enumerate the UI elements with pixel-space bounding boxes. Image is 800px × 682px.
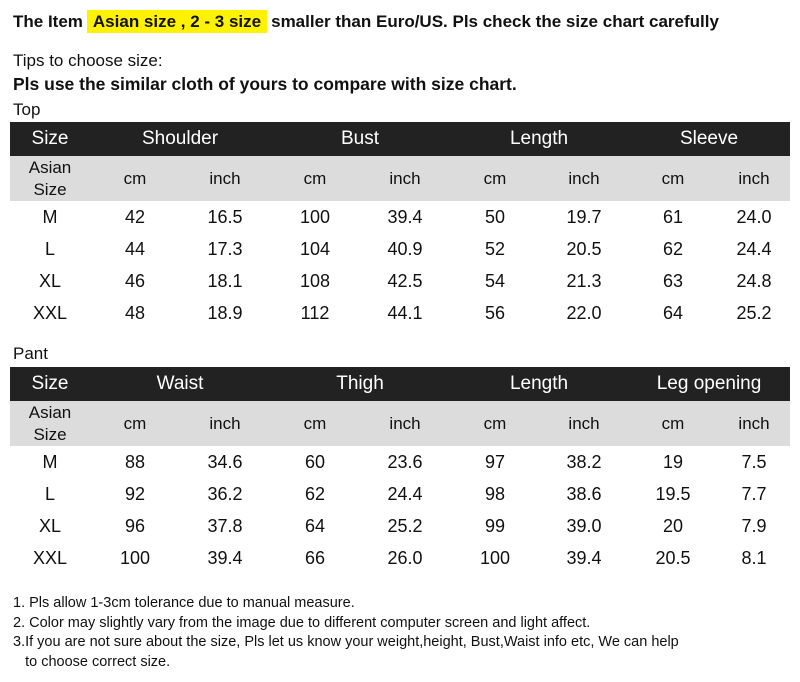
unit-cell: inch	[360, 156, 450, 201]
table-cell: 63	[662, 270, 684, 291]
table-row	[10, 297, 790, 329]
table-cell: 8.1	[741, 547, 767, 568]
table-cell: M	[42, 206, 58, 227]
table-cell: 44.1	[387, 302, 423, 323]
header-bust: Bust	[270, 122, 450, 156]
table-cell: 62	[662, 238, 684, 259]
unit-cell: cm	[450, 401, 540, 446]
unit-cell: inch	[540, 401, 628, 446]
table-cell: 66	[305, 547, 326, 568]
table-cell: 64	[662, 302, 684, 323]
table-cell: 62	[305, 483, 326, 504]
table-cell: 39.0	[566, 515, 602, 536]
table-row	[10, 478, 790, 510]
table-cell: 21.3	[566, 270, 602, 291]
table-cell: 97	[485, 451, 506, 472]
table-cell: L	[44, 483, 55, 504]
headline-highlight: Asian size , 2 - 3 size	[87, 10, 267, 33]
units-row	[10, 156, 790, 201]
table-cell: 44	[124, 238, 146, 259]
header-waist: Waist	[90, 367, 270, 401]
table-header-row	[10, 367, 790, 401]
header-size: Size	[10, 367, 90, 401]
table-row	[10, 510, 790, 542]
unit-cell: cm	[270, 156, 360, 201]
tips-title: Tips to choose size:	[13, 51, 163, 70]
table-cell: 64	[305, 515, 326, 536]
top-section-label: Top	[13, 100, 41, 119]
table-cell: 18.1	[207, 270, 243, 291]
table-cell: 98	[485, 483, 506, 504]
table-row	[10, 233, 790, 265]
table-cell: 20.5	[655, 547, 691, 568]
headline-suffix: smaller than Euro/US. Pls check the size chart carefully	[271, 12, 719, 31]
note-line: 1. Pls allow 1-3cm tolerance due to manual measure.	[13, 595, 355, 611]
table-cell: 48	[124, 302, 146, 323]
unit-cell: cm	[90, 401, 180, 446]
table-cell: 96	[124, 515, 146, 536]
pant-size-table	[10, 367, 790, 574]
headline	[13, 12, 719, 32]
unit-cell: inch	[540, 156, 628, 201]
table-cell: 38.6	[566, 483, 602, 504]
table-cell: 36.2	[207, 483, 243, 504]
table-cell: 100	[299, 206, 331, 227]
table-cell: 39.4	[566, 547, 602, 568]
units-row	[10, 401, 790, 446]
asian-size-label: Asian Size	[10, 156, 90, 201]
asian-size-label: Asian Size	[10, 401, 90, 446]
table-cell: 23.6	[387, 451, 423, 472]
table-cell: XL	[38, 270, 62, 291]
table-cell: 88	[124, 451, 146, 472]
table-cell: 56	[484, 302, 506, 323]
table-cell: 100	[479, 547, 511, 568]
table-cell: 19	[663, 451, 684, 472]
table-cell: 19.7	[566, 206, 602, 227]
top-size-table	[10, 122, 790, 329]
table-cell: 24.8	[736, 270, 772, 291]
table-cell: 24.4	[736, 238, 772, 259]
note-line: 3.If you are not sure about the size, Pls let us know your weight,height, Bust,Waist info etc, We can help	[13, 634, 679, 650]
unit-cell: cm	[450, 156, 540, 201]
table-cell: XXL	[32, 302, 68, 323]
table-header-row	[10, 122, 790, 156]
headline-prefix: The Item	[13, 12, 83, 31]
table-cell: 20.5	[566, 238, 602, 259]
table-cell: 108	[299, 270, 331, 291]
table-cell: 50	[484, 206, 506, 227]
table-cell: 24.4	[387, 483, 423, 504]
pant-section-label: Pant	[13, 344, 48, 363]
table-cell: 39.4	[207, 547, 243, 568]
table-cell: 17.3	[207, 238, 243, 259]
header-size: Size	[10, 122, 90, 156]
header-shoulder: Shoulder	[90, 122, 270, 156]
unit-cell: inch	[718, 156, 790, 201]
table-row	[10, 265, 790, 297]
table-cell: 92	[124, 483, 146, 504]
table-row	[10, 542, 790, 574]
notes	[13, 594, 793, 672]
table-cell: 34.6	[207, 451, 243, 472]
table-cell: 7.7	[741, 483, 767, 504]
unit-cell: inch	[360, 401, 450, 446]
table-cell: 18.9	[207, 302, 243, 323]
table-row	[10, 446, 790, 478]
table-cell: 26.0	[387, 547, 423, 568]
tips-instruction: Pls use the similar cloth of yours to compare with size chart.	[13, 74, 517, 94]
note-line: to choose correct size.	[13, 653, 171, 670]
table-cell: 104	[299, 238, 331, 259]
table-cell: XL	[38, 515, 62, 536]
table-cell: XXL	[32, 547, 68, 568]
unit-cell: cm	[628, 401, 718, 446]
unit-cell: inch	[718, 401, 790, 446]
table-cell: M	[42, 451, 58, 472]
unit-cell: cm	[90, 156, 180, 201]
table-cell: 7.5	[741, 451, 767, 472]
table-cell: 25.2	[387, 515, 423, 536]
header-thigh: Thigh	[270, 367, 450, 401]
unit-cell: cm	[628, 156, 718, 201]
header-length: Length	[450, 122, 628, 156]
unit-cell: inch	[180, 401, 270, 446]
table-cell: 112	[300, 302, 330, 323]
header-sleeve: Sleeve	[628, 122, 790, 156]
table-cell: 46	[124, 270, 146, 291]
unit-cell: cm	[270, 401, 360, 446]
table-cell: 7.9	[741, 515, 767, 536]
table-cell: 60	[305, 451, 326, 472]
table-cell: 52	[484, 238, 506, 259]
table-cell: 40.9	[387, 238, 423, 259]
table-cell: 38.2	[566, 451, 602, 472]
table-cell: 54	[484, 270, 506, 291]
table-cell: 42	[124, 206, 146, 227]
table-cell: 99	[485, 515, 506, 536]
table-cell: 16.5	[207, 206, 243, 227]
table-cell: 24.0	[736, 206, 772, 227]
table-cell: L	[44, 238, 55, 259]
table-cell: 39.4	[387, 206, 423, 227]
header-length: Length	[450, 367, 628, 401]
table-cell: 61	[662, 206, 684, 227]
table-cell: 100	[119, 547, 151, 568]
header-leg-opening: Leg opening	[628, 367, 790, 401]
table-cell: 37.8	[207, 515, 243, 536]
note-line: 2. Color may slightly vary from the image due to different computer screen and light affect.	[13, 614, 591, 631]
table-cell: 25.2	[736, 302, 772, 323]
table-cell: 22.0	[566, 302, 602, 323]
table-cell: 42.5	[387, 270, 423, 291]
table-row	[10, 201, 790, 233]
table-cell: 20	[663, 515, 684, 536]
unit-cell: inch	[180, 156, 270, 201]
table-cell: 19.5	[655, 483, 691, 504]
